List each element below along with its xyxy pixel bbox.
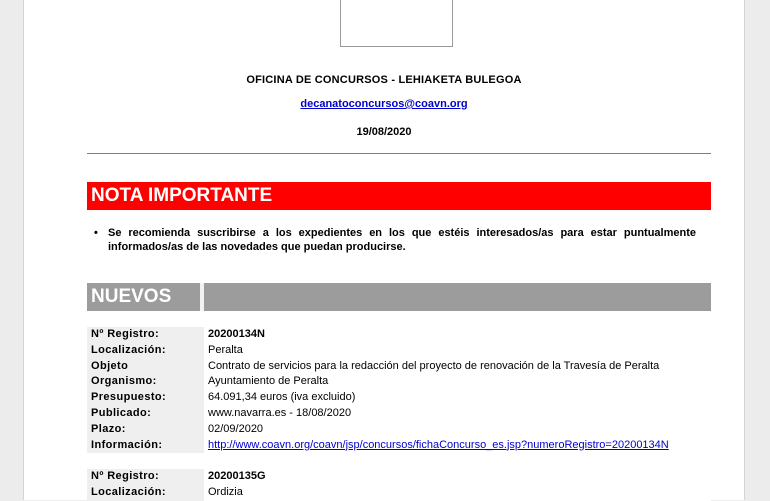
table-row bbox=[87, 485, 711, 501]
value-objeto: Contrato de servicios para la redacción del proyecto de renovación de la Travesía de Peralta bbox=[204, 359, 711, 375]
value-publicado: www.navarra.es - 18/08/2020 bbox=[204, 406, 711, 422]
contest-entry bbox=[87, 327, 711, 453]
nuevos-heading bbox=[87, 283, 711, 311]
contest-entry bbox=[87, 469, 711, 501]
nota-importante-heading: NOTA IMPORTANTE bbox=[87, 182, 711, 210]
label-organismo: Organismo: bbox=[87, 374, 204, 390]
label-presupuesto: Presupuesto: bbox=[87, 390, 204, 406]
value-organismo: Ayuntamiento de Peralta bbox=[204, 374, 711, 390]
table-row bbox=[87, 327, 711, 343]
document-page bbox=[23, 0, 745, 500]
value-localizacion: Ordizia bbox=[204, 485, 711, 501]
contact-email bbox=[24, 98, 744, 110]
informacion-link[interactable]: http://www.coavn.org/coavn/jsp/concursos/fichaConcurso_es.jsp?numeroRegistro=20200134N bbox=[208, 438, 669, 451]
label-plazo: Plazo: bbox=[87, 422, 204, 438]
value-registro: 20200135G bbox=[204, 469, 711, 485]
heading-separator bbox=[200, 283, 204, 311]
value-presupuesto: 64.091,34 euros (iva excluido) bbox=[204, 390, 711, 406]
bullet-icon: • bbox=[94, 227, 98, 239]
value-informacion bbox=[204, 438, 711, 454]
office-title: OFICINA DE CONCURSOS - LEHIAKETA BULEGOA bbox=[246, 74, 522, 86]
label-registro: Nº Registro: bbox=[87, 469, 204, 485]
bulletin-date: 19/08/2020 bbox=[356, 126, 412, 138]
value-localizacion: Peralta bbox=[204, 343, 711, 359]
nuevos-title: NUEVOS bbox=[91, 286, 172, 307]
label-localizacion: Localización: bbox=[87, 485, 204, 501]
divider bbox=[87, 153, 711, 154]
label-objeto: Objeto bbox=[87, 359, 204, 375]
table-row bbox=[87, 374, 711, 390]
value-registro: 20200134N bbox=[204, 327, 711, 343]
table-row bbox=[87, 390, 711, 406]
value-plazo: 02/09/2020 bbox=[204, 422, 711, 438]
label-publicado: Publicado: bbox=[87, 406, 204, 422]
label-localizacion: Localización: bbox=[87, 343, 204, 359]
table-row bbox=[87, 422, 711, 438]
table-row bbox=[87, 359, 711, 375]
email-link[interactable]: decanatoconcursos@coavn.org bbox=[300, 98, 468, 110]
label-registro: Nº Registro: bbox=[87, 327, 204, 343]
nota-text: Se recomienda suscribirse a los expedientes en los que estéis interesados/as para estar puntualmente informados/as de las novedades que puedan producirse. bbox=[108, 227, 696, 253]
logo-placeholder bbox=[340, 0, 453, 47]
table-row bbox=[87, 343, 711, 359]
table-row bbox=[87, 438, 711, 454]
label-informacion: Información: bbox=[87, 438, 204, 454]
table-row bbox=[87, 469, 711, 485]
table-row bbox=[87, 406, 711, 422]
